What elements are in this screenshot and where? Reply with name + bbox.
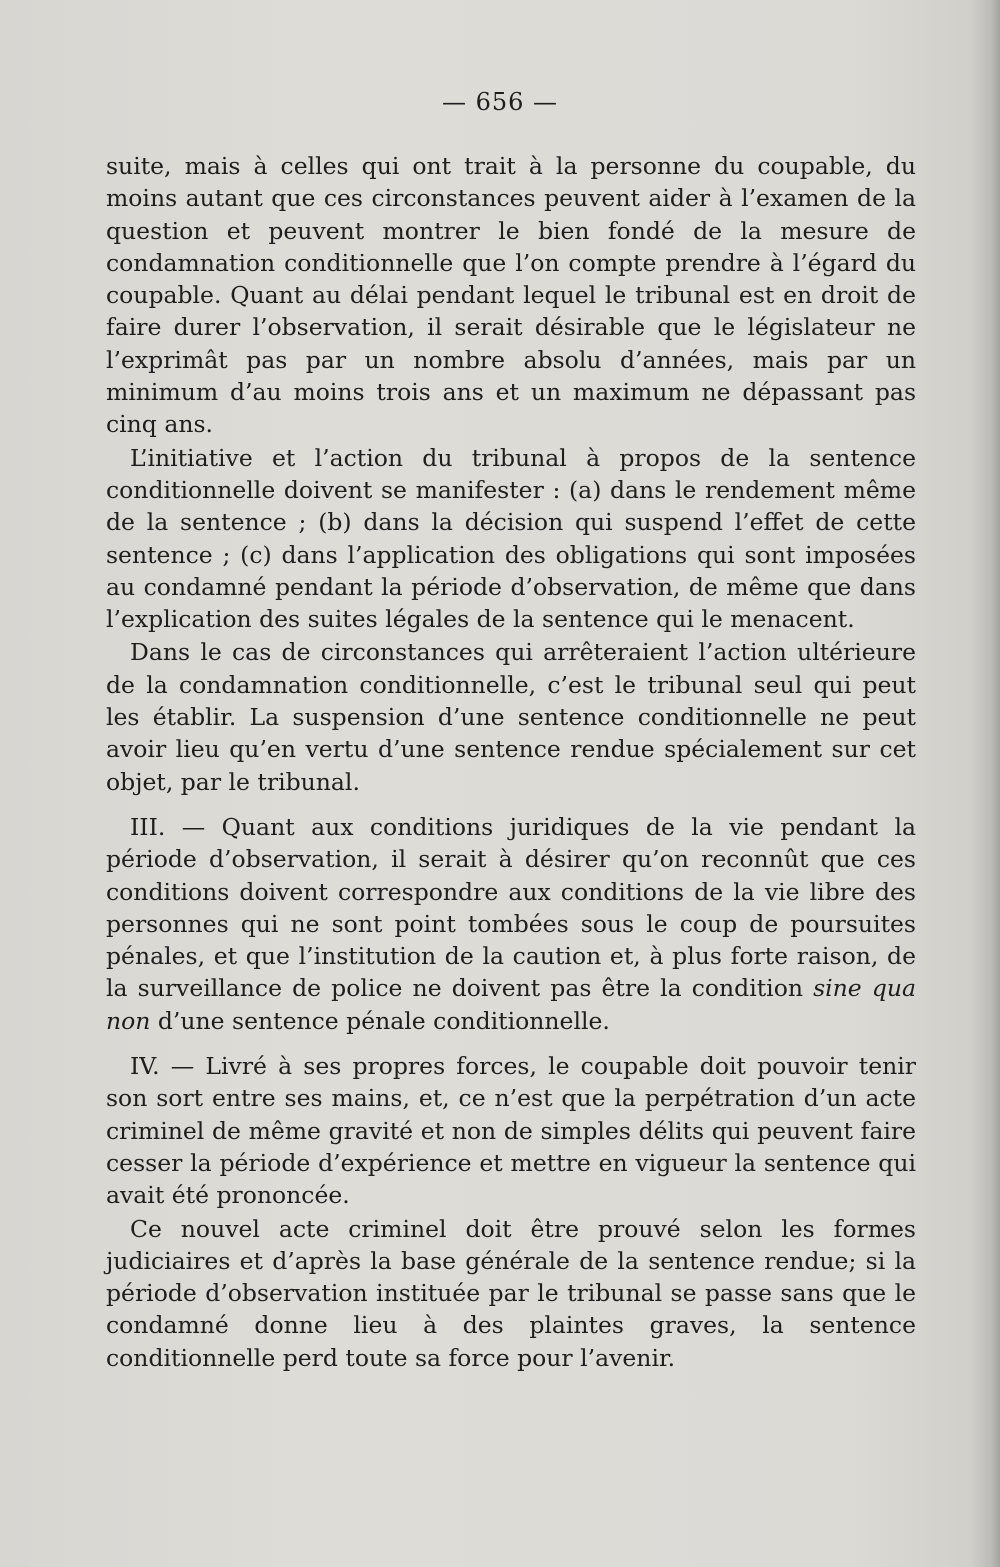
page-edge-shadow	[970, 0, 1000, 1567]
section-iii-text-start: III. — Quant aux conditions juridiques de la vie pendant la période d’observation, il serait à désirer qu’on reconnût que ces conditions doivent correspondre aux conditions de la vie libre des personnes qui ne sont point tombées sous le coup de poursuites pénales, et que l’institution de la caution et, à plus forte raison, de la surveillance de police ne doivent pas être la condition	[106, 812, 916, 1003]
section-iv: IV. — Livré à ses propres forces, le coupable doit pouvoir tenir son sort entre ses mains, et, ce n’est que la perpétration d’un acte criminel de même gravité et non de simples délits qui peuvent faire cesser la période d’expérience et mettre en vigueur la sentence qui avait été prononcée.	[106, 1052, 916, 1210]
paragraph-initiative: L’initiative et l’action du tribunal à propos de la sentence conditionnelle doivent se manifester : (a) dans le rendement même de la sentence ; (b) dans la décision qui suspend l’effet de cette sentence ; (c) dans l’application des obligations qui sont imposées au condamné pendant la période d’observation, de même que dans l’explication des suites légales de la sentence qui le menacent.	[106, 443, 916, 634]
page-number: — 656 —	[441, 88, 559, 116]
paragraph-new-act: Ce nouvel acte criminel doit être prouvé selon les formes judiciaires et d’après la base générale de la sentence rendue; si la période d’observation instituée par le tribunal se passe sans que le condamné donne lieu à des plaintes graves, la sentence conditionnelle perd toute sa force pour l’avenir.	[106, 1214, 916, 1372]
paragraph-continued: suite, mais à celles qui ont trait à la personne du coupable, du moins autant que ces circonstances peuvent aider à l’examen de la question et peuvent montrer le bien fondé de la mesure de condamnation conditionnelle que l’on compte prendre à l’égard du coupable. Quant au délai pendant lequel le tribunal est en droit de faire durer l’observation, il serait désirable que le législateur ne l’exprimât pas par un nombre absolu d’années, mais par un minimum d’au moins trois ans et un maximum ne dépassant pas cinq ans.	[106, 152, 916, 439]
body-text	[106, 150, 916, 1374]
paragraph-circumstances: Dans le cas de circonstances qui arrêteraient l’action ultérieure de la condamnation conditionnelle, c’est le tribunal seul qui peut les établir. La suspension d’une sentence conditionnelle ne peut avoir lieu qu’en vertu d’une sentence rendue spécialement sur cet objet, par le tribunal.	[106, 638, 916, 796]
section-iii	[106, 811, 916, 1037]
section-iii-latin-phrase: sine qua non	[106, 974, 917, 1035]
section-iii-text-end: d’une sentence pénale conditionnelle.	[150, 1006, 610, 1035]
